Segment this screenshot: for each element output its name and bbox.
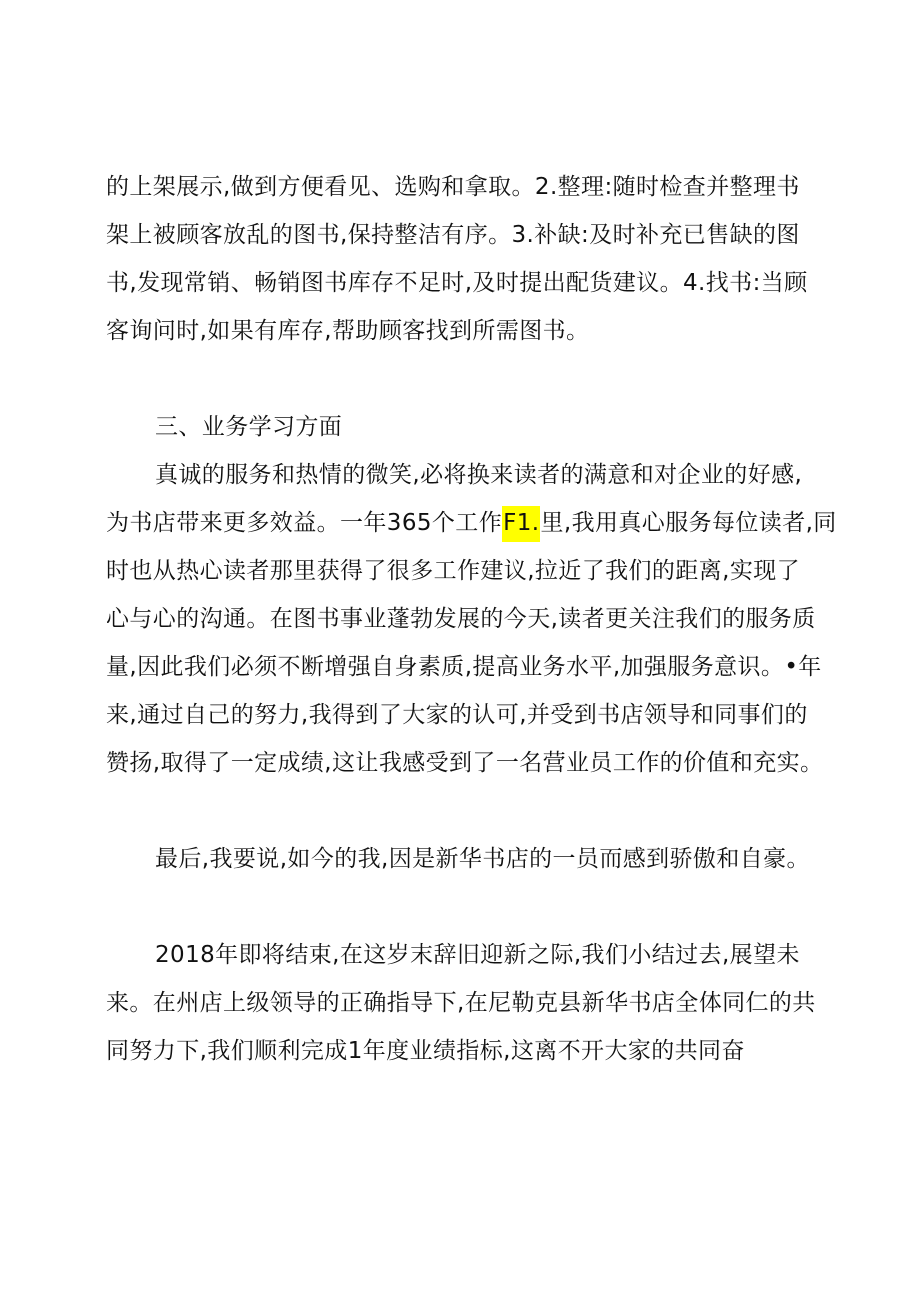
paragraph-1-line-2: 架上被顾客放乱的图书,保持整洁有序。3.补缺:及时补充已售缺的图 [106,222,800,248]
paragraph-4-line-3: 同努力下,我们顺利完成1年度业绩指标,这离不开大家的共同奋 [106,1038,745,1064]
paragraph-2-line-2-before: 为书店带来更多效益。一年365个工作 [106,510,503,536]
highlighted-text: F1. [502,506,540,542]
section-heading: 三、业务学习方面 [155,414,343,440]
paragraph-2-line-5: 量,因此我们必须不断增强自身素质,提高业务水平,加强服务意识。•年 [106,654,822,680]
paragraph-2-line-3: 时也从热心读者那里获得了很多工作建议,拉近了我们的距离,实现了 [106,558,801,584]
paragraph-2-line-1: 真诚的服务和热情的微笑,必将换来读者的满意和对企业的好感, [155,462,803,488]
paragraph-1-line-3: 书,发现常销、畅销图书库存不足时,及时提出配货建议。4.找书:当顾 [106,270,808,296]
paragraph-2-line-4: 心与心的沟通。在图书事业蓬勃发展的今天,读者更关注我们的服务质 [106,606,816,632]
paragraph-4-line-2: 来。在州店上级领导的正确指导下,在尼勒克县新华书店全体同仁的共 [106,990,816,1016]
paragraph-2-line-2 [106,500,837,546]
paragraph-4-line-1: 2018年即将结束,在这岁末辞旧迎新之际,我们小结过去,展望未 [155,942,800,968]
paragraph-1-line-4: 客询问时,如果有库存,帮助顾客找到所需图书。 [106,318,590,344]
paragraph-3: 最后,我要说,如今的我,因是新华书店的一员而感到骄傲和自豪。 [155,846,810,872]
paragraph-2-line-2-after: 里,我用真心服务每位读者,同 [540,510,837,536]
paragraph-2-line-6: 来,通过自己的努力,我得到了大家的认可,并受到书店领导和同事们的 [106,702,808,728]
paragraph-2-line-7: 赞扬,取得了一定成绩,这让我感受到了一名营业员工作的价值和充实。 [106,750,824,776]
paragraph-1-line-1: 的上架展示,做到方便看见、选购和拿取。2.整理:随时检查并整理书 [106,174,800,200]
